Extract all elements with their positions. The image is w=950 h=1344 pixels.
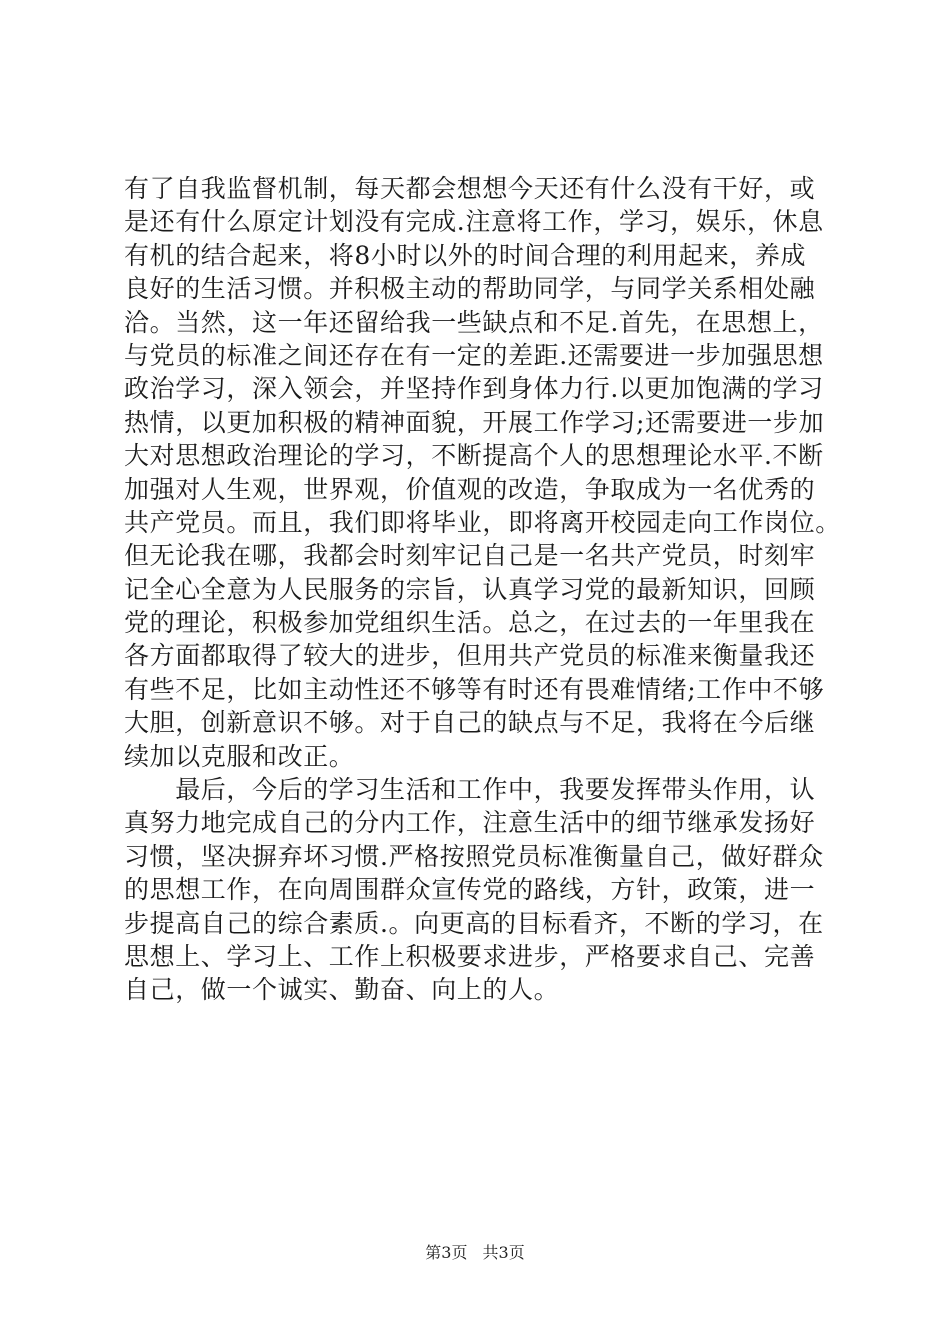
- page-total: 共3页: [482, 1243, 525, 1262]
- text-line: 真努力地完成自己的分内工作，注意生活中的细节继承发扬好: [124, 808, 816, 838]
- body-text: [124, 172, 841, 1007]
- text-line: 最后，今后的学习生活和工作中，我要发挥带头作用，认: [124, 775, 816, 805]
- page-footer: [0, 1240, 950, 1263]
- text-line: 步提高自己的综合素质.。向更高的目标看齐，不断的学习，在: [124, 908, 824, 938]
- text-line: 但无论我在哪，我都会时刻牢记自己是一名共产党员，时刻牢: [124, 541, 816, 571]
- text-line: 各方面都取得了较大的进步，但用共产党员的标准来衡量我还: [124, 641, 816, 671]
- text-line: 记全心全意为人民服务的宗旨，认真学习党的最新知识，回顾: [124, 574, 816, 604]
- text-line: 共产党员。而且，我们即将毕业，即将离开校园走向工作岗位。: [124, 507, 841, 537]
- text-line: 加强对人生观，世界观，价值观的改造，争取成为一名优秀的: [124, 474, 816, 504]
- text-line: 良好的生活习惯。并积极主动的帮助同学，与同学关系相处融: [124, 274, 816, 304]
- text-line: 大对思想政治理论的学习，不断提高个人的思想理论水平.不断: [124, 441, 824, 471]
- page-number: 第3页: [425, 1243, 468, 1262]
- text-line: 政治学习，深入领会，并坚持作到身体力行.以更加饱满的学习: [124, 374, 824, 404]
- text-line: 有了自我监督机制，每天都会想想今天还有什么没有干好，或: [124, 174, 816, 203]
- text-line: 与党员的标准之间还存在有一定的差距.还需要进一步加强思想: [124, 340, 824, 370]
- text-line: 党的理论，积极参加党组织生活。总之，在过去的一年里我在: [124, 608, 816, 638]
- text-line: 洽。当然，这一年还留给我一些缺点和不足.首先，在思想上，: [124, 307, 824, 337]
- text-line: 有机的结合起来，将8小时以外的时间合理的利用起来，养成: [124, 240, 807, 270]
- text-line: 续加以克服和改正。: [124, 741, 355, 771]
- text-line: 是还有什么原定计划没有完成.注意将工作，学习，娱乐，休息: [124, 207, 824, 237]
- text-line: 思想上、学习上、工作上积极要求进步，严格要求自己、完善: [124, 941, 816, 971]
- text-line: 热情，以更加积极的精神面貌，开展工作学习;还需要进一步加: [124, 407, 825, 437]
- text-line: 习惯，坚决摒弃坏习惯.严格按照党员标准衡量自己，做好群众: [124, 841, 824, 871]
- text-line: 有些不足，比如主动性还不够等有时还有畏难情绪;工作中不够: [124, 674, 825, 704]
- text-line: 大胆，创新意识不够。对于自己的缺点与不足，我将在今后继: [124, 708, 816, 738]
- text-line: 自己，做一个诚实、勤奋、向上的人。: [124, 975, 560, 1005]
- text-line: 的思想工作，在向周围群众宣传党的路线，方针，政策，进一: [124, 875, 816, 905]
